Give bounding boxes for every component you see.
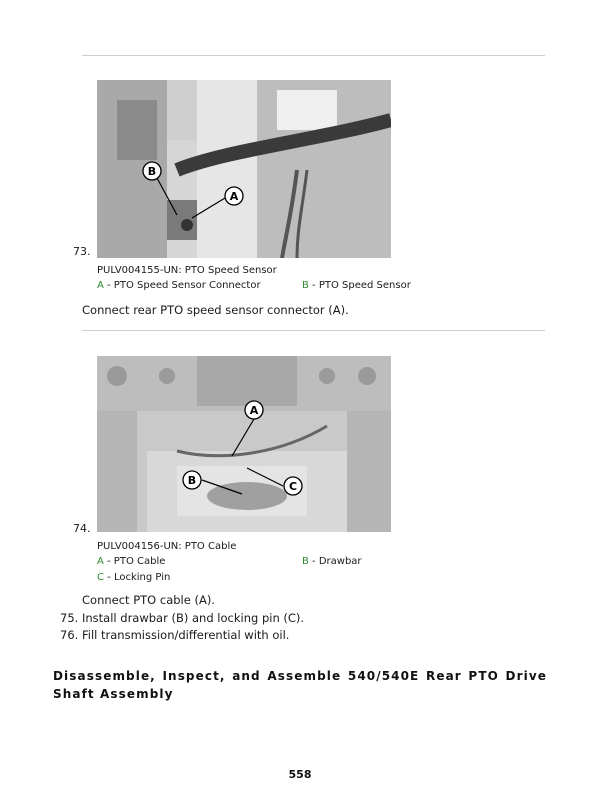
svg-text:A: A [249,404,259,417]
step-number-75: 75. [60,611,79,625]
step-number-74: 74. [73,522,91,535]
callout-legend-74-c: C - Locking Pin [97,572,171,583]
step-76-text: Fill transmission/differential with oil. [82,628,290,642]
callout-legend-74-a: A - PTO Cable [97,556,166,567]
svg-text:C: C [288,480,298,493]
svg-text:A: A [229,190,239,203]
step-74-instruction: Connect PTO cable (A). [82,593,215,607]
section-heading: Disassemble, Inspect, and Assemble 540/540E Rear PTO Drive Shaft Assembly [53,669,547,701]
callout-marker-b [183,471,201,489]
figure-pto-speed-sensor [97,80,391,258]
callout-legend-74-b: B - Drawbar [302,556,362,567]
figure-pto-cable [97,356,391,532]
callout-marker-a [225,187,243,205]
callout-marker-b [143,162,161,180]
callout-legend-73-a: A - PTO Speed Sensor Connector [97,280,261,291]
page-number: 558 [288,768,312,781]
mid-divider [82,330,545,331]
callout-marker-a [245,401,263,419]
step-75-text: Install drawbar (B) and locking pin (C). [82,611,305,625]
svg-text:B: B [147,165,157,178]
svg-text:B: B [187,474,197,487]
figure-caption-73: PULV004155-UN: PTO Speed Sensor [97,265,277,276]
figure-caption-74: PULV004156-UN: PTO Cable [97,541,237,552]
callout-legend-73-b: B - PTO Speed Sensor [302,280,411,291]
top-divider [82,55,545,56]
step-number-73: 73. [73,245,91,258]
step-73-instruction: Connect rear PTO speed sensor connector (A). [82,303,349,317]
callout-marker-c [284,477,302,495]
step-number-76: 76. [60,628,79,642]
